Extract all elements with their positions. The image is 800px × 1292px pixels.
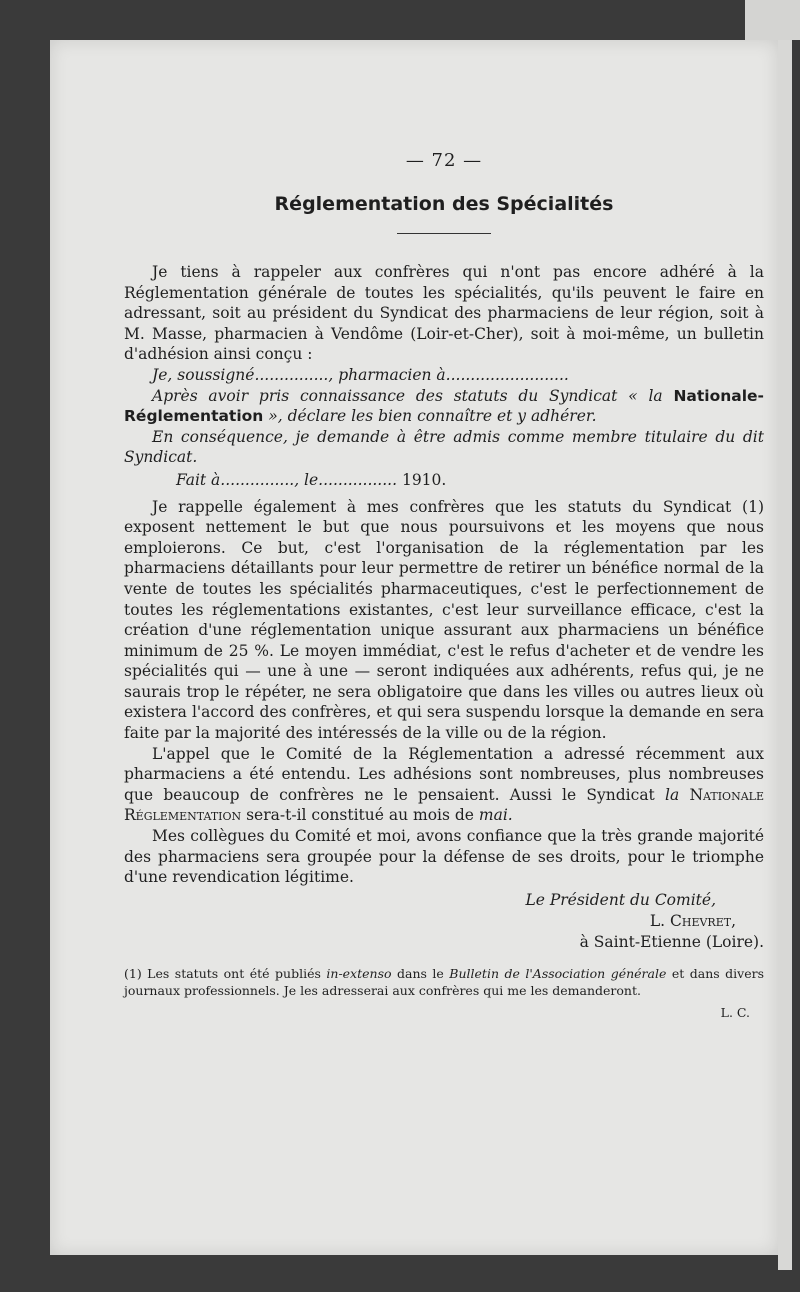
- page-edge-right: [778, 40, 792, 1270]
- paragraph-4: Mes collègues du Comité et moi, avons confiance que la très grande majorité des pharmaciens sera groupée pour la défense de ses droits, pour le triomphe d'une revendication légitime.: [124, 827, 764, 887]
- paragraph-2: Je rappelle également à mes confrères que les statuts du Syndicat (1) exposent nettement le but que nous poursuivons et les moyens que nous emploierons. Ce but, c'est l'organisation de la réglementation par les pharmaciens détaillants pour leur permettre de retirer un bénéfice normal de la vente de toutes les spécialités pharmaceutiques, c'est le perfectionnement de toutes les réglementations existantes, c'est leur surveillance efficace, c'est la création d'une réglementation unique assurant aux pharmaciens un bénéfice minimum de 25 %. Le moyen immédiat, c'est le refus d'acheter et de vendre les spécialités qui — une à une — seront indiquées aux adhérents, refus qui, je ne saurais trop le répéter, ne sera obligatoire que dans les villes ou autres lieux où existera l'accord des confrères, et qui sera suspendu lorsque la demande en sera faite par la majorité des intéressés de la ville ou de la région.: [124, 497, 764, 743]
- page-number: — 72 —: [405, 150, 483, 171]
- footnote-e: et dans divers journaux professionnels. Je les adresserai aux confrères qui me les demanderont.: [124, 965, 765, 998]
- form-line-3: En conséquence, je demande à être admis comme membre titulaire du dit Syndicat.: [124, 427, 764, 467]
- footnote-b: in-extenso: [326, 965, 392, 981]
- form-line-2-c: », déclare les bien connaître et y adhérer.: [263, 407, 597, 426]
- paragraph-3-b: la: [665, 785, 690, 804]
- signature-block: [124, 890, 764, 953]
- signature-title: Le Président du Comité,: [525, 890, 716, 909]
- footnote: [124, 965, 764, 999]
- footnote-d: Bulletin de l'Association générale: [449, 965, 667, 981]
- page-title: Réglementation des Spécialités: [274, 193, 614, 215]
- page-content: [124, 150, 764, 1020]
- footnote-a: (1) Les statuts ont été publiés: [124, 965, 327, 981]
- paragraph-3-c: Nationale Réglementation: [124, 785, 764, 825]
- page-edge-top: [745, 0, 800, 40]
- fait-text: Fait à..............., le................: [176, 470, 402, 489]
- title-rule: [397, 233, 491, 234]
- paragraph-1: Je tiens à rappeler aux confrères qui n'ont pas encore adhéré à la Réglementation générale de toutes les spécialités, qu'ils peuvent le faire en adressant, soit au président du Syndicat des pharmaciens de leur région, soit à M. Masse, pharmacien à Vendôme (Loir-et-Cher), soit à moi-même, un bulletin d'adhésion ainsi conçu :: [124, 263, 764, 364]
- signature-name: L. Chevret,: [649, 911, 736, 930]
- footnote-c: dans le: [391, 965, 450, 981]
- form-line-2-a: Après avoir pris connaissance des statuts du Syndicat « la: [152, 386, 674, 405]
- form-line-2: [124, 386, 764, 427]
- paragraph-3-e: mai.: [478, 806, 513, 825]
- footnote-initials: L. C.: [720, 1004, 750, 1020]
- form-line-1: Je, soussigné..............., pharmacien à.........................: [152, 365, 569, 384]
- paragraph-3-d: sera-t-il constitué au mois de: [241, 806, 479, 825]
- fait-line: [176, 470, 764, 491]
- syndicate-name: Nationale-Réglementation: [124, 386, 764, 426]
- paragraph-3-a: L'appel que le Comité de la Réglementation a adressé récemment aux pharmaciens a été entendu. Les adhésions sont nombreuses, plus nombreuses que beaucoup de confrères ne le pensaient. Aussi le Syndicat: [124, 744, 764, 804]
- fait-year: 1910.: [401, 470, 447, 489]
- paragraph-3: [124, 744, 764, 826]
- signature-place: à Saint-Etienne (Loire).: [579, 932, 764, 951]
